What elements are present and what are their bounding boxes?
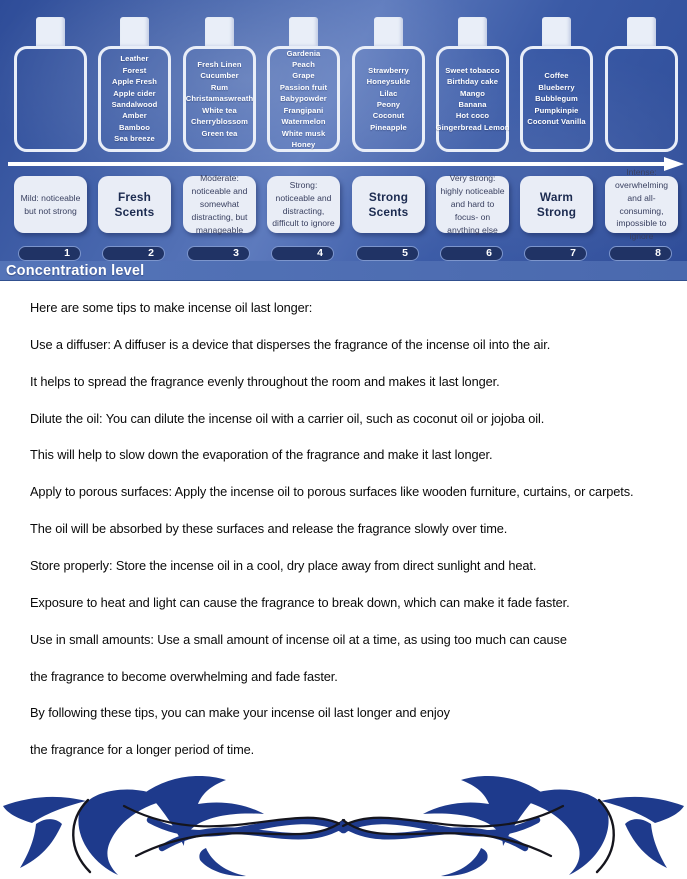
tip-line: the fragrance for a longer period of time. bbox=[30, 742, 255, 757]
scent-name: Pumpkinpie bbox=[534, 105, 579, 115]
scent-bottle bbox=[14, 0, 87, 152]
tip-line: By following these tips, you can make your incense oil last longer and enjoy bbox=[30, 705, 450, 720]
bottle-body bbox=[267, 46, 340, 152]
scent-name: White musk bbox=[281, 128, 326, 138]
scent-bottle bbox=[436, 0, 509, 152]
level-description-label: Moderate: noticeable and somewhat distracting, but manageable bbox=[191, 173, 248, 235]
scent-bottle bbox=[267, 0, 340, 152]
level-number-pill: 7 bbox=[524, 246, 587, 261]
scent-name: Strawberry bbox=[368, 65, 409, 75]
tip-line: Here are some tips to make incense oil last longer: bbox=[30, 300, 313, 315]
scent-name: Pineapple bbox=[370, 122, 407, 132]
scent-name: Grape bbox=[292, 71, 315, 81]
tip-line: Apply to porous surfaces: Apply the incense oil to porous surfaces like wooden furniture, curtains, or carpets. bbox=[30, 484, 634, 499]
scent-name: Cucumber bbox=[200, 71, 239, 81]
bottle-body bbox=[605, 46, 678, 152]
scent-name: Apple Fresh bbox=[112, 77, 157, 87]
level-description-label: Mild: noticeable but not strong bbox=[20, 192, 81, 216]
scent-name: Mango bbox=[460, 88, 485, 98]
concentration-level-label: Concentration level bbox=[6, 263, 145, 279]
scent-bottle bbox=[98, 0, 171, 152]
scent-name: Sweet tobacco bbox=[445, 65, 500, 75]
scent-name: Coconut Vanilla bbox=[527, 117, 586, 127]
scent-name: Bamboo bbox=[119, 122, 150, 132]
scent-name: Peony bbox=[376, 100, 401, 109]
scent-name: Amber bbox=[122, 111, 147, 121]
tip-line: the fragrance to become overwhelming and fade faster. bbox=[30, 669, 338, 684]
scent-name: Forest bbox=[122, 65, 147, 75]
scent-name: Birthday cake bbox=[446, 77, 499, 87]
bottle-cap-icon bbox=[627, 17, 656, 48]
scent-name: White tea bbox=[202, 105, 237, 115]
level-description-label: Very strong: highly noticeable and hard to focus- on anything else bbox=[440, 173, 505, 235]
tips-section bbox=[0, 281, 687, 762]
scale-arrow-icon bbox=[8, 157, 684, 171]
scent-bottle bbox=[183, 0, 256, 152]
scent-name: Passion fruit bbox=[279, 82, 328, 92]
scent-name: Banana bbox=[458, 100, 487, 109]
scent-name: Green tea bbox=[201, 128, 238, 138]
scent-name: Rum bbox=[210, 82, 229, 92]
scent-bottle bbox=[520, 0, 593, 152]
level-description-box bbox=[14, 176, 87, 233]
tribal-flourish-icon bbox=[0, 760, 687, 879]
level-number-pill: 5 bbox=[356, 246, 419, 261]
tip-line: It helps to spread the fragrance evenly throughout the room and makes it last longer. bbox=[30, 374, 500, 389]
scent-name: Christamaswreath bbox=[185, 94, 254, 104]
tip-line: Use in small amounts: Use a small amount of incense oil at a time, as using too much can cause bbox=[30, 632, 567, 647]
level-description-label: Intense: overwhelming and all-consuming, impossible to ignore bbox=[614, 166, 669, 242]
scent-name: Blueberry bbox=[538, 82, 575, 92]
tip-line: This will help to slow down the evaporation of the fragrance and make it last longer. bbox=[30, 447, 493, 462]
bottle-body bbox=[183, 46, 256, 152]
scent-name: Babypowder bbox=[280, 94, 327, 104]
tip-line: Exposure to heat and light can cause the fragrance to break down, which can make it fade faster. bbox=[30, 595, 570, 610]
scent-name: Cherryblossom bbox=[190, 117, 248, 127]
scent-bottle bbox=[605, 0, 678, 152]
level-description-label: Warm Strong bbox=[536, 189, 577, 219]
level-description-box bbox=[267, 176, 340, 233]
level-description-label: Strong: noticeable and distracting, difficult to ignore bbox=[272, 179, 335, 229]
bottle-cap-icon bbox=[36, 17, 65, 48]
scent-name: Lilac bbox=[379, 88, 398, 98]
level-number-pill: 8 bbox=[609, 246, 672, 261]
tip-line: Dilute the oil: You can dilute the incense oil with a carrier oil, such as coconut oil or jojoba oil. bbox=[30, 411, 545, 426]
scent-name: Sandalwood bbox=[111, 100, 158, 109]
bottle-cap-icon bbox=[458, 17, 487, 48]
bottle-body bbox=[352, 46, 425, 152]
bottle-body bbox=[14, 46, 87, 152]
bottle-cap-icon bbox=[542, 17, 571, 48]
scent-name: Coffee bbox=[544, 71, 569, 81]
level-number-pill: 1 bbox=[18, 246, 81, 261]
bottle-cap-icon bbox=[120, 17, 149, 48]
level-description-label: Fresh Scents bbox=[114, 189, 155, 219]
level-description-box bbox=[352, 176, 425, 233]
level-number-pill: 3 bbox=[187, 246, 250, 261]
level-number-pill: 4 bbox=[271, 246, 334, 261]
bottle-body bbox=[520, 46, 593, 152]
bottle-cap-icon bbox=[374, 17, 403, 48]
scent-name: Gingerbread Lemon bbox=[435, 122, 510, 132]
concentration-axis-strip bbox=[0, 261, 687, 281]
bottle-cap-icon bbox=[205, 17, 234, 48]
tip-line: Use a diffuser: A diffuser is a device that disperses the fragrance of the incense oil into the air. bbox=[30, 337, 551, 352]
level-description-box bbox=[98, 176, 171, 233]
scent-name: Leather bbox=[120, 54, 149, 64]
level-description-box bbox=[520, 176, 593, 233]
bottle-body bbox=[436, 46, 509, 152]
scent-name: Coconut bbox=[372, 111, 405, 121]
scent-name: Honey bbox=[291, 139, 316, 149]
bottle-body bbox=[98, 46, 171, 152]
scent-name: Sea breeze bbox=[114, 134, 155, 144]
tip-line: Store properly: Store the incense oil in a cool, dry place away from direct sunlight and heat. bbox=[30, 558, 537, 573]
level-description-box bbox=[436, 173, 509, 235]
scent-name: Gardenia bbox=[286, 48, 321, 58]
scent-name: Bubblegum bbox=[535, 94, 578, 104]
scent-name: Hot coco bbox=[455, 111, 490, 121]
tip-line: The oil will be absorbed by these surfaces and release the fragrance slowly over time. bbox=[30, 521, 508, 536]
level-number-pill: 2 bbox=[102, 246, 165, 261]
scent-name: Peach bbox=[292, 60, 315, 70]
scent-name: Apple cider bbox=[113, 88, 156, 98]
scent-scale-banner bbox=[0, 0, 687, 281]
level-description-label: Strong Scents bbox=[368, 189, 409, 219]
bottle-cap-icon bbox=[289, 17, 318, 48]
scent-name: Watermelon bbox=[281, 117, 326, 127]
scent-name: Honeysukle bbox=[366, 77, 411, 87]
level-number-pill: 6 bbox=[440, 246, 503, 261]
scent-name: Frangipani bbox=[283, 105, 324, 115]
level-description-box bbox=[183, 173, 256, 235]
scent-name: Fresh Linen bbox=[197, 60, 242, 70]
level-description-box bbox=[605, 166, 678, 242]
scent-bottle bbox=[352, 0, 425, 152]
